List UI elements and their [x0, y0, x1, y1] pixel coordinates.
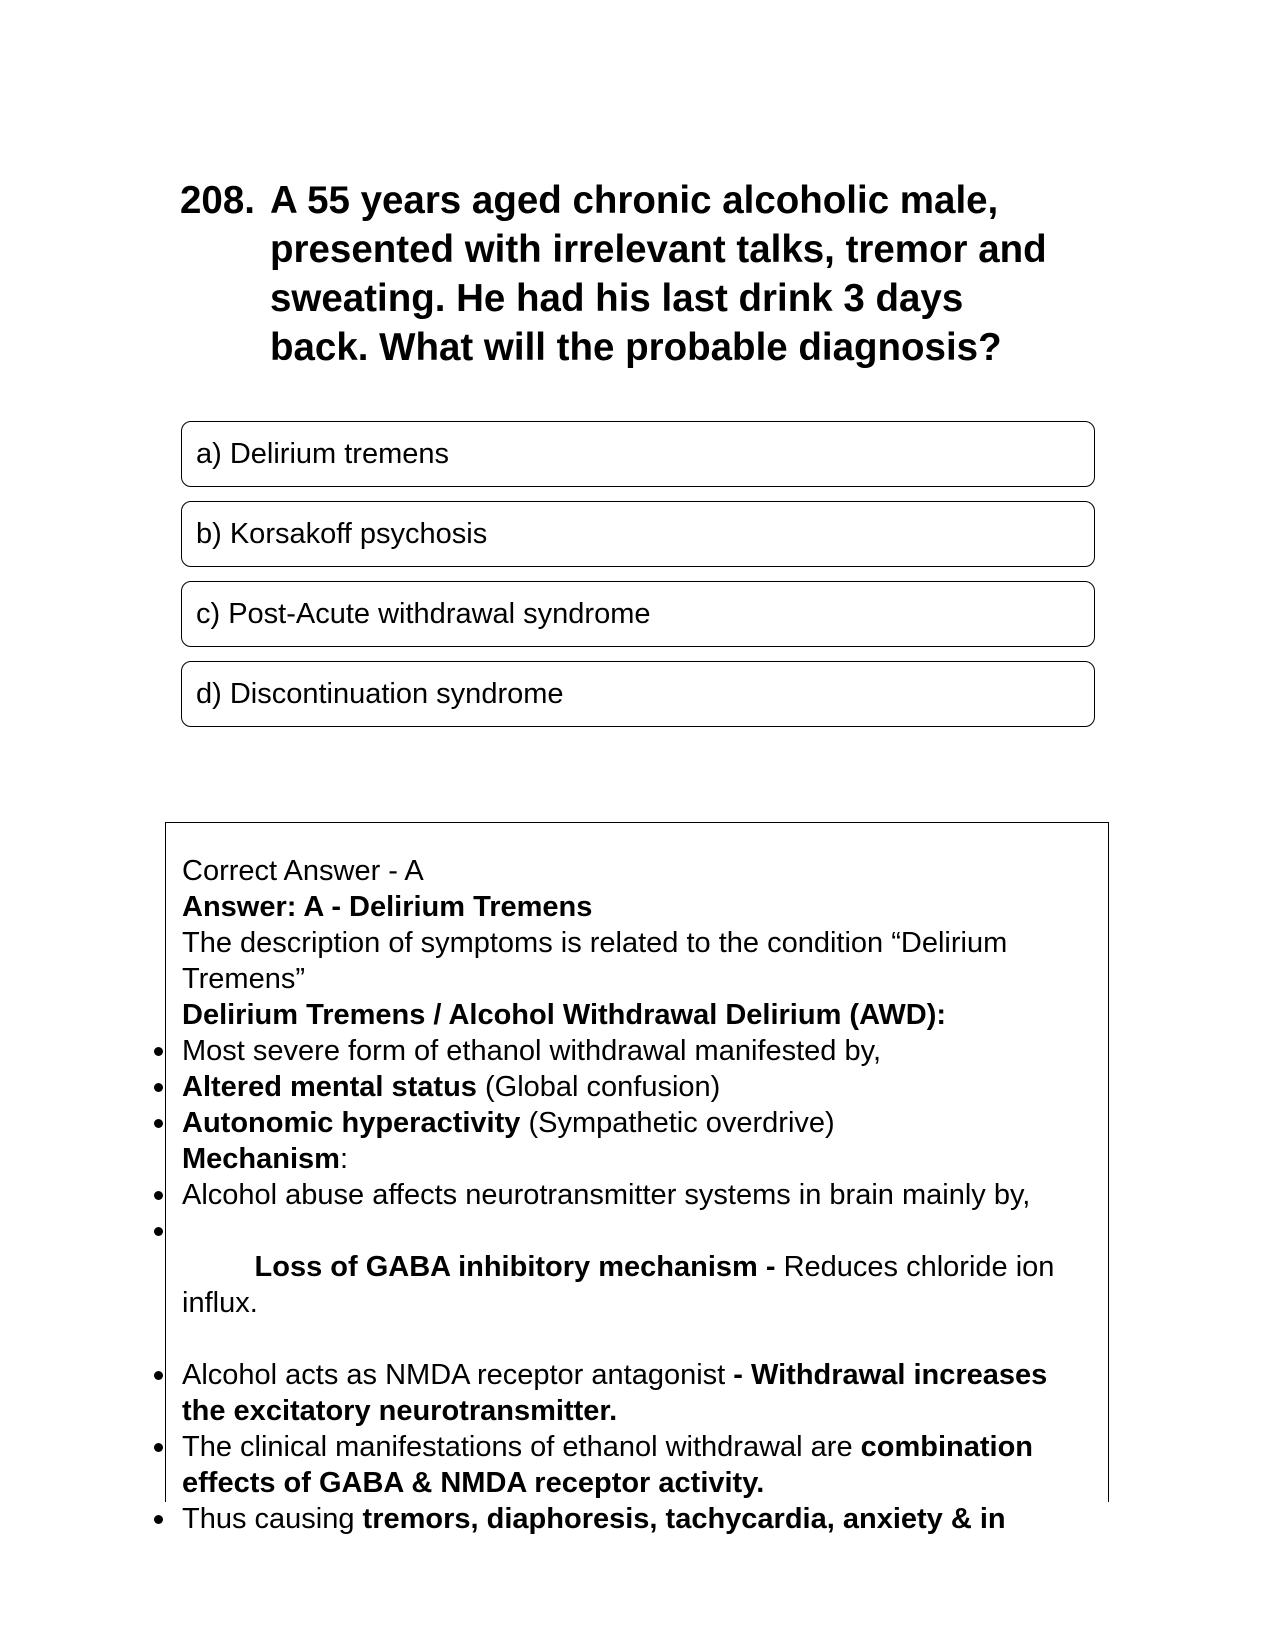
- mechanism-heading: Mechanism: [182, 1143, 340, 1175]
- awd-item-3-text: (Sympathetic overdrive): [520, 1107, 835, 1139]
- option-d-label: d) Discontinuation syndrome: [196, 677, 564, 710]
- option-b-label: b) Korsakoff psychosis: [196, 517, 488, 550]
- mech-item-2-text: Reduces chloride ion influx.: [182, 1251, 1063, 1319]
- option-b[interactable]: [181, 501, 1095, 567]
- mech-item-5-bold: tremors, diaphoresis, tachycardia, anxiety & in: [362, 1503, 1006, 1535]
- answer-content: [182, 853, 1092, 1537]
- mech-item-3-bold: - Withdrawal increases the excitatory neurotransmitter.: [182, 1359, 1048, 1427]
- mechanism-colon: :: [339, 1143, 349, 1175]
- option-c-label: c) Post-Acute withdrawal syndrome: [196, 597, 651, 630]
- mech-item-5: [182, 1501, 1092, 1537]
- awd-item-2-text: (Global confusion): [476, 1071, 721, 1103]
- correct-answer: Correct Answer - A: [182, 855, 424, 887]
- awd-heading: Delirium Tremens / Alcohol Withdrawal Delirium (AWD):: [182, 999, 947, 1031]
- option-d[interactable]: [181, 661, 1095, 727]
- mech-item-1-text: Alcohol abuse affects neurotransmitter systems in brain mainly by,: [182, 1179, 1031, 1211]
- awd-item-1-text: Most severe form of ethanol withdrawal manifested by,: [182, 1035, 882, 1067]
- mech-item-3: [182, 1357, 1092, 1429]
- mech-item-3-text: Alcohol acts as NMDA receptor antagonist: [182, 1359, 734, 1391]
- mech-item-5-text: Thus causing: [182, 1503, 363, 1535]
- mech-item-4: [182, 1429, 1092, 1501]
- option-a-label: a) Delirium tremens: [196, 437, 449, 470]
- mech-item-2: [182, 1213, 1092, 1357]
- description: The description of symptoms is related to the condition “Delirium Tremens”: [182, 927, 1008, 995]
- mech-item-1: [182, 1177, 1092, 1213]
- mech-item-4-text: The clinical manifestations of ethanol withdrawal are: [182, 1431, 861, 1463]
- awd-item-3: [182, 1105, 1092, 1141]
- mech-item-4-bold: combination effects of GABA & NMDA receptor activity.: [182, 1431, 1034, 1499]
- question: [180, 176, 1080, 372]
- option-c[interactable]: [181, 581, 1095, 647]
- question-number: 208.: [180, 179, 255, 222]
- option-a[interactable]: [181, 421, 1095, 487]
- mech-item-2-bold: Loss of GABA inhibitory mechanism -: [246, 1251, 776, 1283]
- awd-item-1: [182, 1033, 1092, 1069]
- question-text: A 55 years aged chronic alcoholic male, presented with irrelevant talks, tremor and sweating. He had his last drink 3 days back. What will the probable diagnosis?: [270, 179, 1047, 369]
- mechanism-list: [182, 1177, 1092, 1537]
- awd-item-3-bold: Autonomic hyperactivity: [182, 1107, 521, 1139]
- awd-item-2: [182, 1069, 1092, 1105]
- awd-list: [182, 1033, 1092, 1141]
- awd-item-2-bold: Altered mental status: [182, 1071, 477, 1103]
- answer-heading: Answer: A - Delirium Tremens: [182, 891, 593, 923]
- answer-explanation-box: [165, 822, 1109, 1535]
- mechanism-heading-line: [182, 1141, 1092, 1177]
